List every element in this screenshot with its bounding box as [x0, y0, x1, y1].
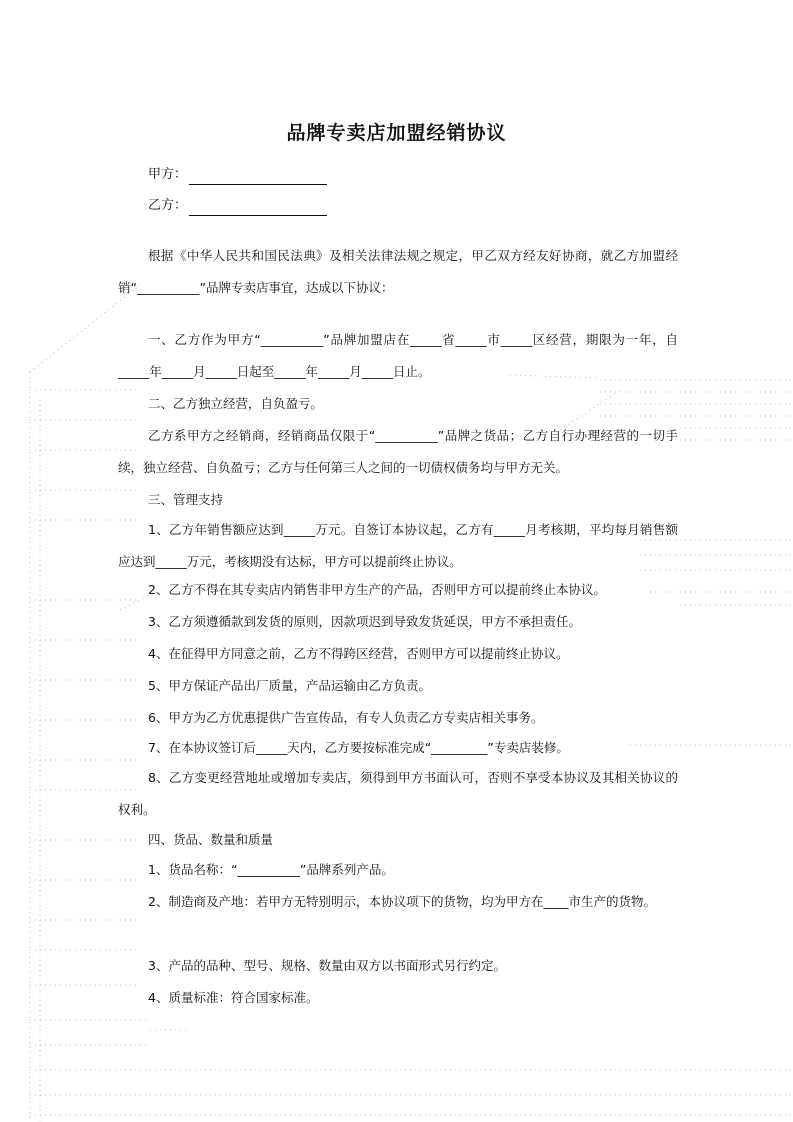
paragraph-decoration: 7、在本协议签订后_____天内，乙方要按标准完成“_________”专卖店装修。: [148, 740, 569, 755]
paragraph-advertising: 6、甲方为乙方优惠提供广告宣传品，有专人负责乙方专卖店相关事务。: [148, 710, 544, 725]
paragraph-clause-2: 二、乙方独立经营，自负盈亏。: [148, 396, 324, 411]
paragraph-quality: 5、甲方保证产品出厂质量，产品运输由乙方负责。: [148, 678, 431, 693]
party-a-label: 甲方：: [148, 167, 188, 182]
section-heading-goods: 四、货品、数量和质量: [148, 832, 274, 847]
party-b-label: 乙方：: [148, 198, 188, 213]
paragraph-distributor: 乙方系甲方之经销商，经销商品仅限于“__________”品牌之货品；乙方自行办理经营的一切手续，独立经营、自负盈亏；乙方与任何第三人之间的一切债权债务均与甲方无关。: [118, 428, 678, 475]
paragraph-manufacturer: 2、制造商及产地：若甲方无特别明示，本协议项下的货物，均为甲方在____市生产的货物。: [148, 894, 656, 909]
party-a-blank: [189, 170, 327, 185]
paragraph-sales-target: 1、乙方年销售额应达到_____万元。自签订本协议起，乙方有_____月考核期，平均每月销售额应达到_____万元，考核期没有达标，甲方可以提前终止协议。: [118, 522, 678, 569]
party-b-row: [148, 196, 327, 216]
paragraph-exclusive-products: 2、乙方不得在其专卖店内销售非甲方生产的产品，否则甲方可以提前终止本协议。: [148, 582, 606, 597]
paragraph-clause-1: 一、乙方作为甲方“__________”品牌加盟店在_____省_____市_____区经营，期限为一年，自_____年_____月_____日起至_____年_____月_____日止。: [118, 332, 678, 379]
document-title: 品牌专卖店加盟经销协议: [286, 122, 507, 144]
paragraph-address-change: 8、乙方变更经营地址或增加专卖店，须得到甲方书面认可，否则不享受本协议及其相关协议的权利。: [118, 770, 678, 817]
paragraph-region: 4、在征得甲方同意之前，乙方不得跨区经营，否则甲方可以提前终止协议。: [148, 646, 569, 661]
paragraph-payment: 3、乙方须遵循款到发货的原则，因款项迟到导致发货延误，甲方不承担责任。: [148, 614, 581, 629]
paragraph-preamble: 根据《中华人民共和国民法典》及相关法律法规之规定，甲乙双方经友好协商，就乙方加盟经销“__________”品牌专卖店事宜，达成以下协议：: [118, 248, 678, 295]
party-b-blank: [189, 201, 327, 216]
paragraph-specifications: 3、产品的品种、型号、规格、数量由双方以书面形式另行约定。: [148, 958, 506, 973]
section-heading-management: 三、管理支持: [148, 492, 224, 507]
party-a-row: [148, 165, 327, 185]
paragraph-goods-name: 1、货品名称：“__________”品牌系列产品。: [148, 862, 394, 877]
paragraph-quality-standard: 4、质量标准：符合国家标准。: [148, 990, 319, 1005]
